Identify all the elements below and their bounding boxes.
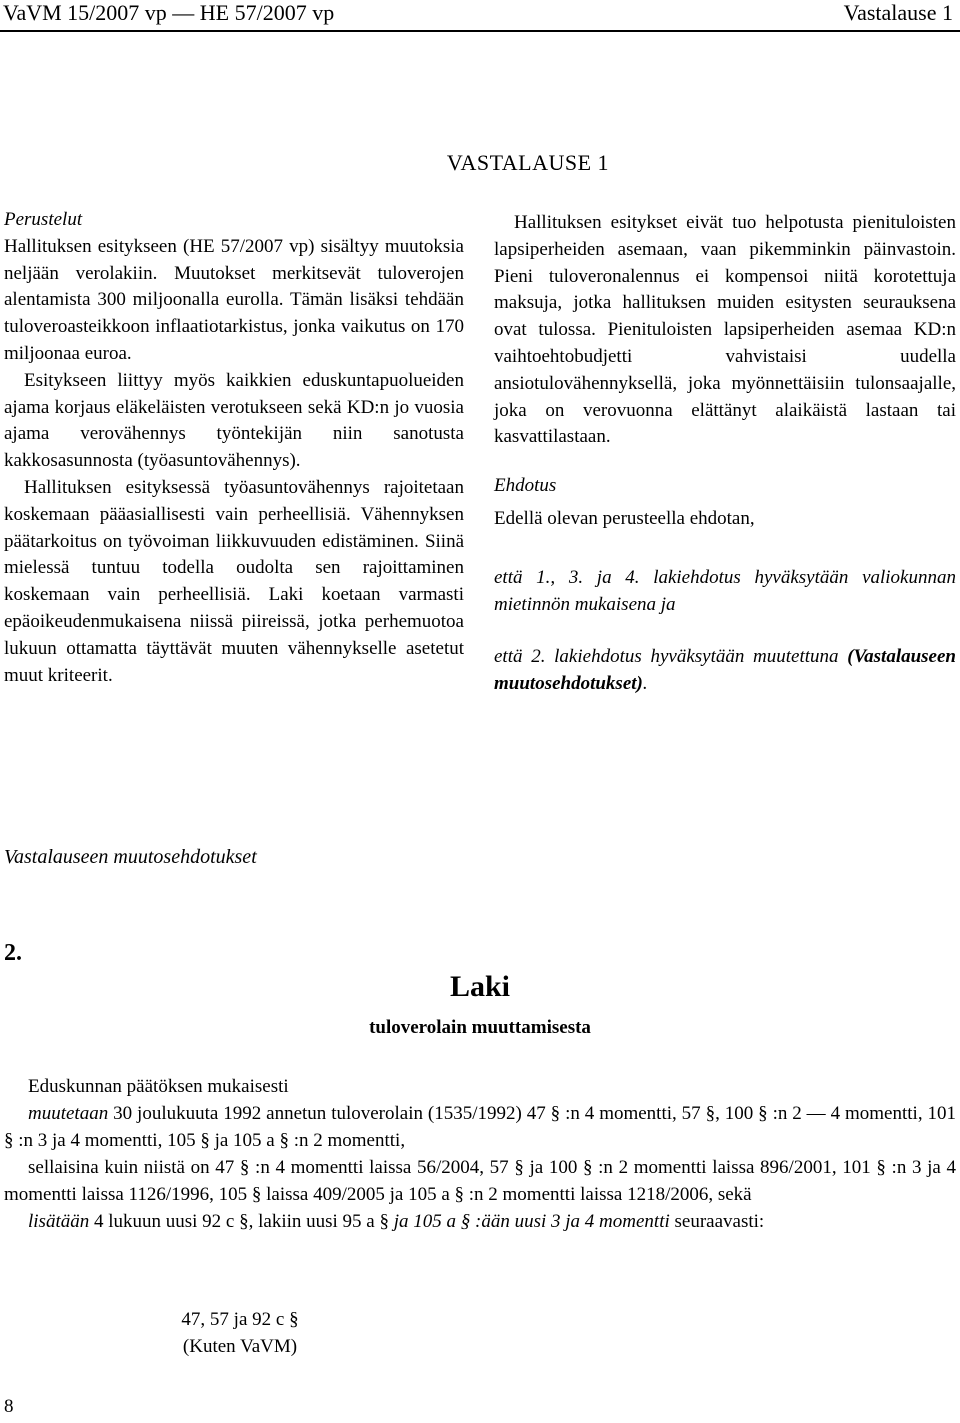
law-subtitle: tuloverolain muuttamisesta	[369, 1017, 591, 1038]
header-document-id: VaVM 15/2007 vp — HE 57/2007 vp	[3, 0, 335, 25]
section-title: Vastalauseen muutosehdotukset	[4, 846, 257, 868]
proposal-end: .	[642, 673, 648, 695]
paragraph: Esitykseen liittyy myös kaikkien eduskuntapuolueiden ajama korjaus eläkeläisten verotukseen sekä KD:n jo vuosia ajama verovähennys työntekijän niin sanotusta kakkosasunnosta (työasuntovähennys).	[4, 369, 464, 472]
add-text-end: seuraavasti:	[669, 1211, 765, 1232]
proposal-reference: (Vastalauseen muutosehdotukset)	[494, 646, 956, 695]
proposal-item	[494, 644, 956, 698]
add-keyword: lisätään	[28, 1211, 90, 1232]
law-preamble	[4, 1073, 956, 1235]
add-text: 4 lukuun uusi 92 c §, lakiin uusi 95 a §	[89, 1211, 394, 1232]
law-title: Laki	[449, 970, 511, 1003]
as-clause: sellaisina kuin niistä on 47 § :n 4 momentti laissa 56/2004, 57 § ja 100 § :n 2 momentti laissa 896/2001, 101 § :n 3 ja 4 momentti laissa 1126/1996, 105 § laissa 409/2005 ja 105 a § :n 2 momentti laissa 1218/2006, sekä	[4, 1157, 956, 1205]
amend-keyword: muutetaan	[28, 1103, 109, 1124]
perustelut-heading: Perustelut	[4, 209, 83, 230]
add-text-italic: ja 105 a § :ään uusi 3 ja 4 momentti	[393, 1211, 670, 1232]
paragraph: Hallituksen esitykseen (HE 57/2007 vp) sisältyy muutoksia neljään verolakiin. Muutokset merkitsevät tuloverojen alentamista 300 miljoonalla eurolla. Tämän lisäksi tehdään tuloveroasteikkoon inflaatiotarkistus, jonka vaikutus on 170 miljoonaa euroa.	[4, 235, 464, 364]
paragraph: Hallituksen esityksessä työasuntovähennys rajoitetaan koskemaan pääasiallisesti vain perheellisiä. Vähennyksen päätarkoitus on työvoiman liikkuvuuden edistäminen. Siinä mielessä tuntuu todella oudolta sen rajoittaminen koskemaan vain perheellisiä. Laki koetaan varmasti epäoikeudenmukaisena niissä piireissä, jotka perhemuotoa lukuun ottamatta täyttävät muuten vähennykselle asetetut muut kriteerit.	[4, 476, 464, 686]
page-title: VASTALAUSE 1	[446, 150, 610, 175]
proposal-item: että 1., 3. ja 4. lakiehdotus hyväksytään valiokunnan mietinnön mukaisena ja	[494, 566, 956, 615]
ehdotus-heading: Ehdotus	[494, 475, 557, 497]
amend-clause	[4, 1100, 956, 1154]
section-reference	[150, 1306, 330, 1360]
header-section-label: Vastalause 1	[843, 0, 953, 25]
reference-sections: 47, 57 ja 92 c §	[181, 1309, 299, 1330]
page-header	[0, 0, 960, 34]
proposal-intro: Edellä olevan perusteella ehdotan,	[494, 507, 755, 529]
reference-note: (Kuten VaVM)	[182, 1336, 298, 1357]
header-rule	[0, 30, 960, 32]
right-column	[494, 210, 956, 698]
paragraph: Hallituksen esitykset eivät tuo helpotusta pienituloisten lapsiperheiden asemaan, vaan pikemminkin päinvastoin. Pieni tuloveronalennus ei kompensoi niitä korotettuja maksuja, jotka hallituksen muiden esitysten seurauksena ovat tulossa. Pienituloisten lapsiperheiden asemaa KD:n vaihtoehtobudjetti vahvistaisi uudella ansiotulovähennyksellä, joka myönnettäisiin tulonsaajalle, joka on verovuonna elättänyt alaikäistä lastaan tai kasvattilastaan.	[494, 212, 956, 448]
page-number: 8	[4, 1396, 14, 1417]
left-column	[4, 207, 464, 689]
preamble-intro: Eduskunnan päätöksen mukaisesti	[28, 1076, 289, 1097]
add-clause	[4, 1208, 956, 1235]
proposal-text: että 2. lakiehdotus hyväksytään muutettuna	[494, 646, 848, 668]
amend-text: 30 joulukuuta 1992 annetun tuloverolain (1535/1992) 47 § :n 4 momentti, 57 §, 100 § :n 2 — 4 momentti, 101 § :n 3 ja 4 momentti, 105 § ja 105 a § :n 2 momentti,	[4, 1103, 956, 1151]
law-number: 2.	[4, 940, 22, 966]
